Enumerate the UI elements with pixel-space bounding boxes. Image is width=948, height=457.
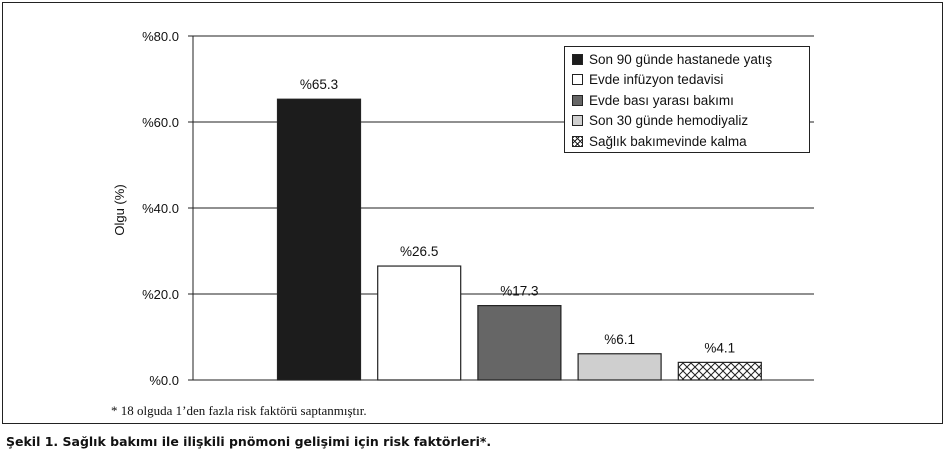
legend-item: [572, 49, 809, 70]
bar: [478, 306, 561, 380]
figure-caption: Şekil 1. Sağlık bakımı ile ilişkili pnömoni gelişimi için risk faktörleri*.: [6, 434, 492, 449]
legend-item: [572, 90, 809, 111]
legend-label: Evde bası yarası bakımı: [589, 92, 734, 108]
legend-label: Son 30 günde hemodiyaliz: [589, 113, 749, 129]
bar-value-label: %17.3: [500, 283, 539, 299]
bar: [578, 354, 661, 380]
legend-item: [572, 111, 809, 132]
y-tick-label: %60.0: [142, 115, 179, 130]
bar-value-label: %65.3: [299, 77, 339, 93]
legend-label: Sağlık bakımevinde kalma: [589, 133, 747, 149]
legend-swatch: [572, 95, 583, 106]
y-tick-label: %80.0: [142, 29, 179, 44]
bar: [378, 266, 461, 380]
legend-swatch: [572, 136, 583, 147]
bar-value-label: %26.5: [400, 244, 439, 260]
chart-legend: [564, 46, 810, 153]
legend-swatch: [572, 54, 583, 65]
bar-value-label: %4.1: [704, 340, 736, 356]
figure-frame: [2, 2, 943, 424]
bar: [678, 362, 761, 380]
legend-label: Evde infüzyon tedavisi: [589, 72, 724, 88]
y-tick-label: %40.0: [142, 201, 179, 216]
bar: [278, 99, 361, 380]
y-tick-label: %0.0: [149, 373, 179, 388]
y-tick-label: %20.0: [142, 287, 179, 302]
legend-item: [572, 131, 809, 152]
y-axis-title: Olgu (%): [112, 184, 127, 236]
legend-label: Son 90 günde hastanede yatış: [589, 51, 773, 67]
legend-swatch: [572, 115, 583, 126]
footnote: * 18 olguda 1’den fazla risk faktörü saptanmıştır.: [111, 403, 367, 418]
legend-swatch: [572, 74, 583, 85]
bar-value-label: %6.1: [604, 331, 635, 347]
legend-item: [572, 70, 809, 91]
